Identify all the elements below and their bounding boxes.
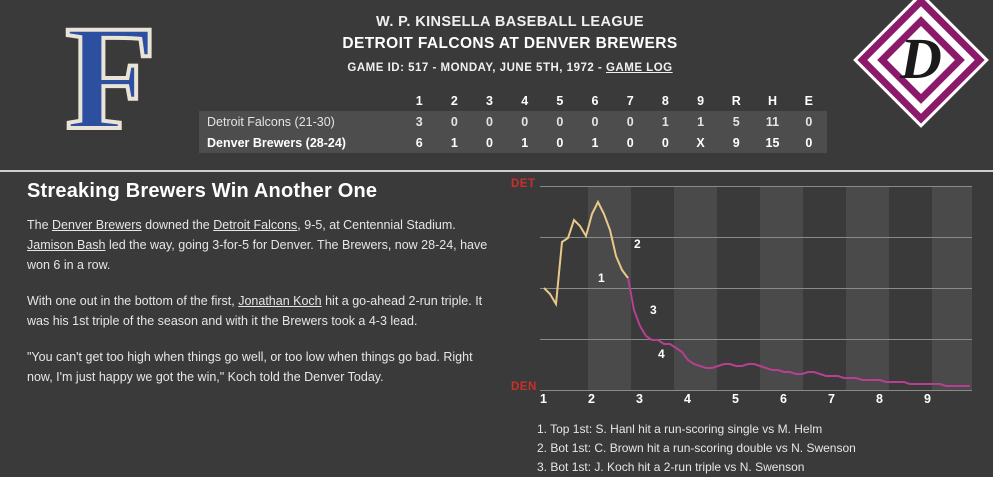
home-errors: 0 [805, 135, 813, 150]
chart-x-axis [540, 392, 972, 410]
x-tick-4: 4 [684, 392, 691, 406]
matchup-title: DETROIT FALCONS AT DENVER BREWERS [342, 35, 678, 52]
story-text: downed the [141, 218, 214, 232]
chart-annotation-1: 1 [598, 271, 605, 285]
page-title: Streaking Brewers Win Another One [27, 180, 378, 202]
boxscore-header-row [199, 90, 827, 111]
boxscore-col-7: 7 [613, 90, 648, 111]
home-inning-8: 0 [661, 135, 669, 150]
boxscore-col-4: 4 [507, 90, 542, 111]
home-inning-1: 6 [415, 135, 423, 150]
x-tick-6: 6 [780, 392, 787, 406]
story-paragraph-1 [27, 215, 497, 275]
game-log-link[interactable]: GAME LOG [605, 62, 673, 74]
link-jamison-bash[interactable]: Jamison Bash [27, 238, 106, 252]
falcons-logo-letter: F [65, 0, 157, 161]
story-text: hit a go-ahead 2-run triple. It was his 1st triple of the season and with it the Brewers took a 4-3 lead. [27, 294, 483, 328]
x-tick-7: 7 [828, 392, 835, 406]
away-hits: 11 [765, 114, 780, 129]
away-errors: 0 [805, 114, 813, 129]
x-tick-2: 2 [588, 392, 595, 406]
away-inning-3: 0 [486, 114, 493, 129]
story-text: led the way, going 3-for-5 for Denver. The Brewers, now 28-24, have won 6 in a row. [27, 238, 488, 272]
header-text [200, 14, 820, 74]
home-runs: 9 [732, 135, 740, 150]
list-item: 2. Bot 1st: C. Brown hit a run-scoring double vs N. Swenson [537, 441, 856, 455]
boxscore-team-header [199, 90, 402, 111]
away-inning-2: 0 [450, 114, 458, 129]
falcons-logo [56, 0, 166, 161]
x-tick-8: 8 [876, 392, 883, 406]
home-inning-2: 1 [450, 135, 458, 150]
boxscore-col-h: H [754, 90, 790, 111]
away-inning-8: 1 [661, 114, 669, 129]
story-text: The [27, 218, 53, 232]
story-paragraph-2 [27, 291, 497, 331]
away-inning-5: 0 [556, 114, 564, 129]
boxscore-col-8: 8 [648, 90, 683, 111]
brewers-logo [856, 6, 986, 154]
link-jonathan-koch[interactable]: Jonathan Koch [238, 294, 322, 308]
game-story [27, 180, 497, 403]
away-runs: 5 [732, 114, 740, 129]
boxscore-table [199, 90, 827, 153]
article-section [0, 170, 993, 475]
chart-annotation-4: 4 [658, 347, 665, 361]
x-tick-9: 9 [924, 392, 931, 406]
boxscore-col-1: 1 [402, 90, 437, 111]
story-text: , 9-5, at Centennial Stadium. [297, 218, 456, 232]
story-text: With one out in the bottom of the first, [27, 294, 239, 308]
home-inning-5: 0 [556, 135, 564, 150]
game-info-text: GAME ID: 517 - MONDAY, JUNE 5TH, 1972 - [347, 62, 606, 74]
away-inning-1: 3 [415, 114, 423, 129]
link-detroit-falcons[interactable]: Detroit Falcons [213, 218, 298, 232]
home-inning-3: 0 [486, 135, 493, 150]
boxscore-col-2: 2 [437, 90, 472, 111]
league-name: W. P. KINSELLA BASEBALL LEAGUE [376, 14, 644, 30]
home-inning-9: X [696, 135, 705, 150]
away-inning-6: 0 [591, 114, 599, 129]
boxscore-col-r: R [718, 90, 754, 111]
header-band [0, 0, 993, 170]
boxscore [199, 90, 827, 153]
chart-annotation-2: 2 [634, 237, 641, 251]
link-denver-brewers[interactable]: Denver Brewers [52, 218, 142, 232]
boxscore-team-away[interactable]: Detroit Falcons (21-30) [207, 114, 335, 129]
boxscore-col-e: E [791, 90, 827, 111]
home-inning-6: 1 [591, 135, 599, 150]
boxscore-col-9: 9 [683, 90, 718, 111]
list-item: 3. Bot 1st: J. Koch hit a 2-run triple vs N. Swenson [537, 460, 805, 474]
game-info [200, 62, 820, 74]
chart-label-den: DEN [511, 381, 537, 393]
home-inning-7: 0 [626, 135, 634, 150]
story-paragraph-3: "You can't get too high when things go well, or too low when things go bad. Right now, I'm just happy we got the win," Koch told the Denver Today. [27, 350, 473, 384]
list-item: 1. Top 1st: S. Hanl hit a run-scoring single vs M. Helm [537, 422, 823, 436]
boxscore-team-home[interactable]: Denver Brewers (28-24) [207, 135, 346, 150]
x-tick-3: 3 [636, 392, 643, 406]
chart-annotation-3: 3 [650, 303, 657, 317]
away-inning-9: 1 [697, 114, 705, 129]
chart-label-det: DET [511, 178, 536, 190]
boxscore-col-5: 5 [542, 90, 577, 111]
away-inning-7: 0 [626, 114, 634, 129]
home-inning-4: 1 [521, 135, 529, 150]
brewers-logo-letter: D [900, 26, 942, 91]
key-plays-list [537, 420, 987, 477]
boxscore-col-6: 6 [577, 90, 612, 111]
x-tick-5: 5 [732, 392, 739, 406]
win-probability-chart [511, 178, 972, 416]
home-hits: 15 [765, 135, 780, 150]
away-inning-4: 0 [521, 114, 529, 129]
x-tick-1: 1 [540, 392, 547, 406]
boxscore-col-3: 3 [472, 90, 507, 111]
chart-canvas [540, 186, 972, 391]
table-row [199, 132, 827, 153]
table-row [199, 111, 827, 132]
